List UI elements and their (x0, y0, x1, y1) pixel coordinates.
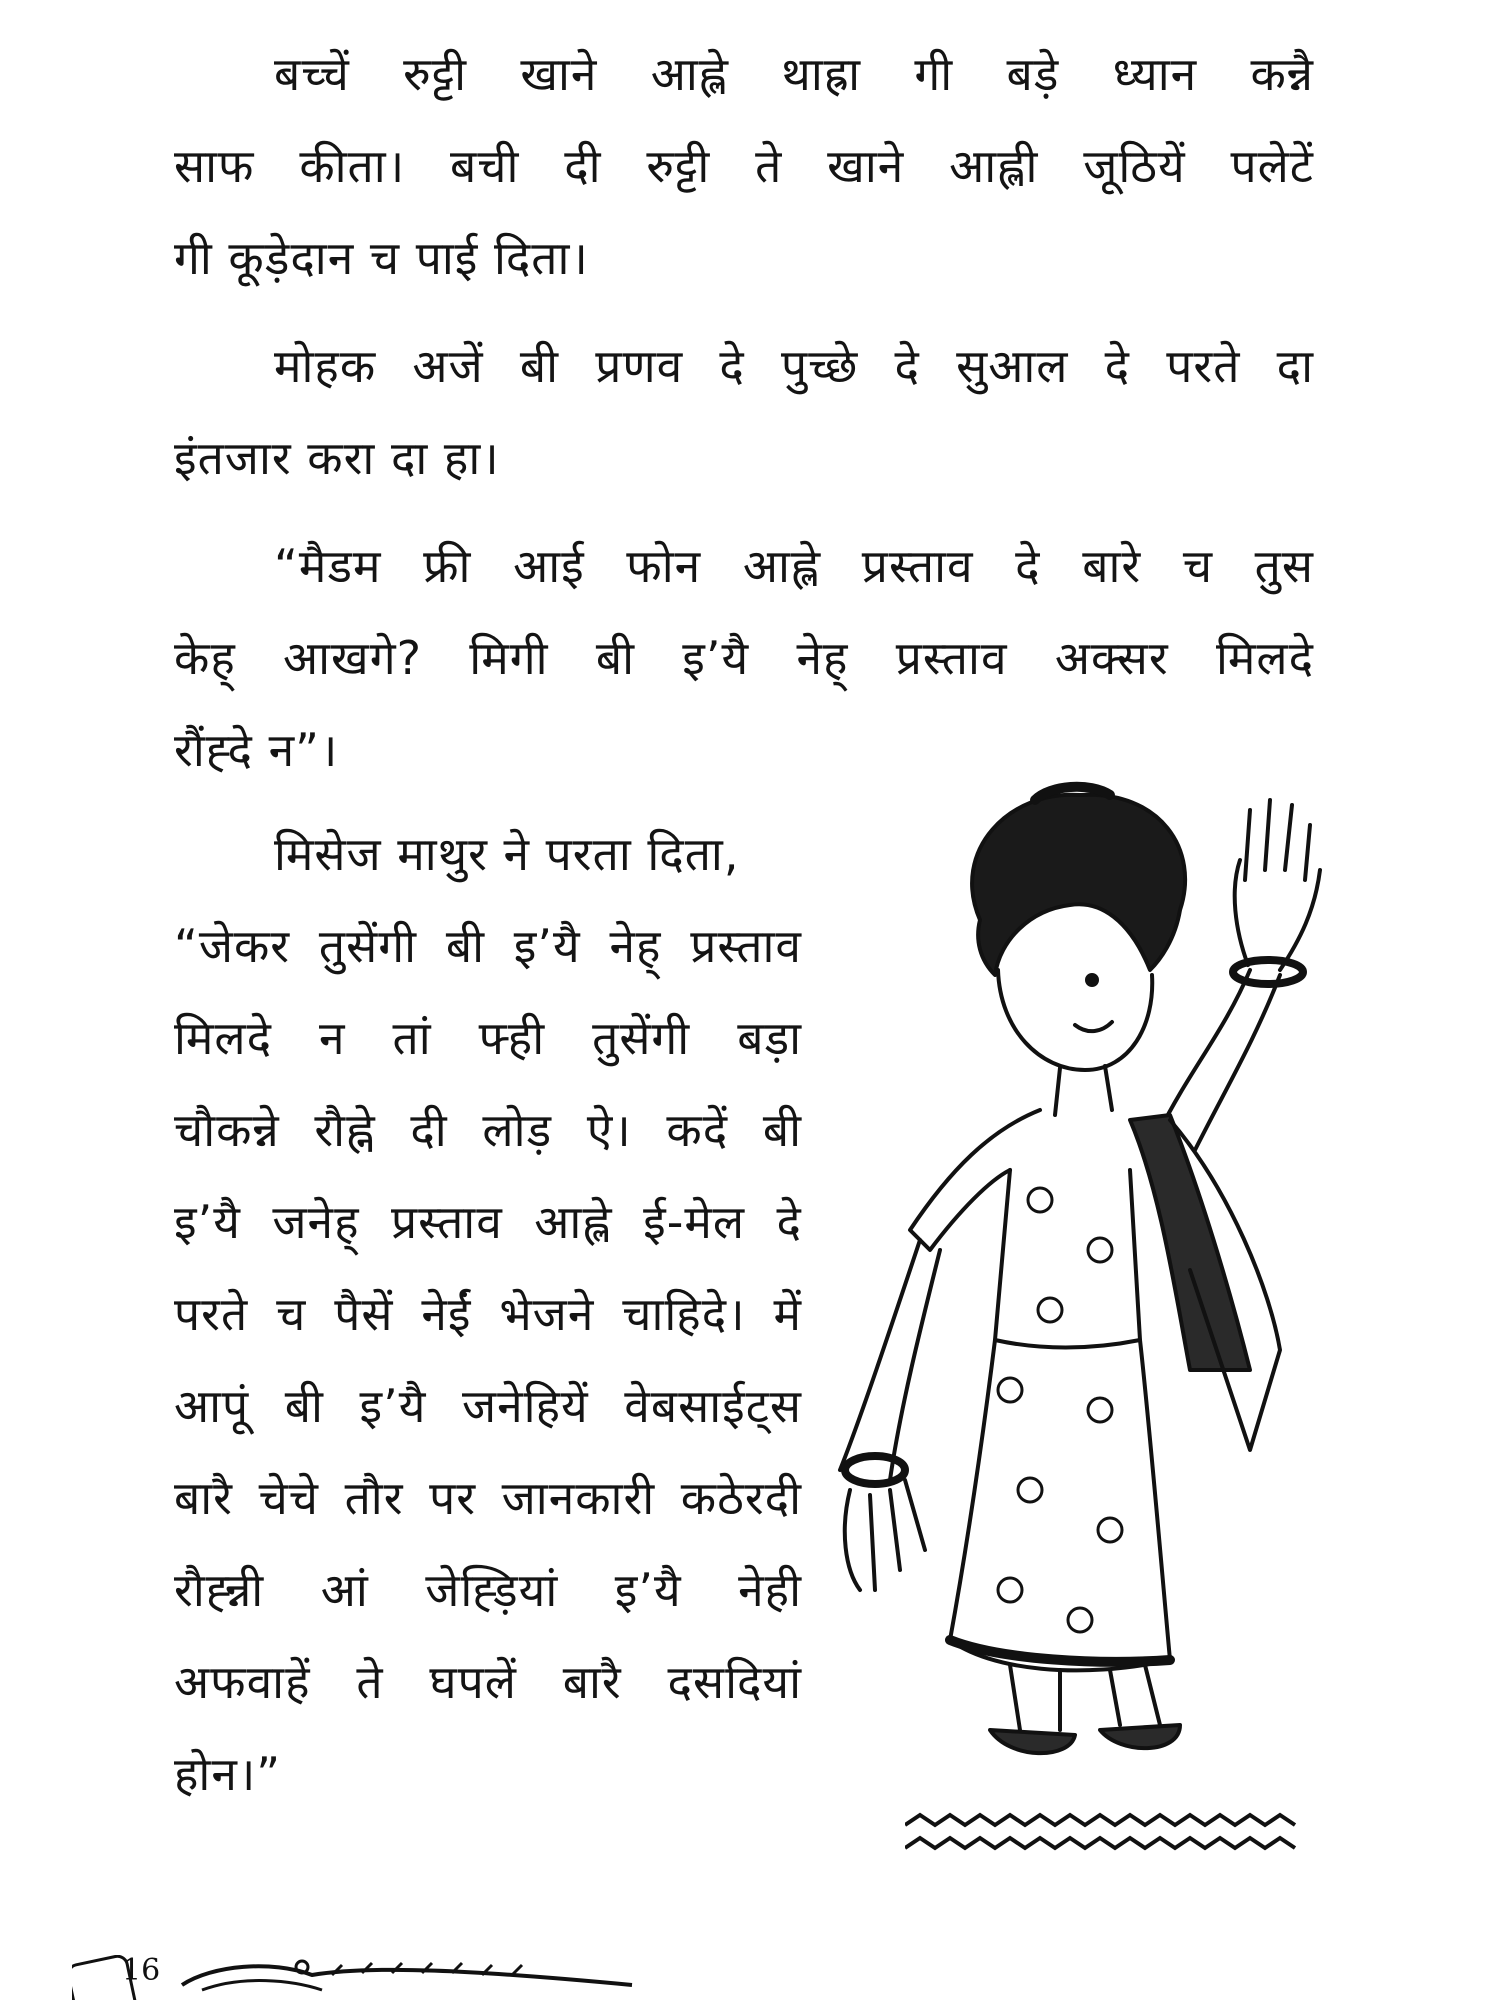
paragraph-line: परते च पैसें नेईं भेजने चाहिदे। में (174, 1287, 802, 1341)
paragraph-line: इंतजार करा दा हा। (174, 431, 500, 485)
paragraph-line: मिसेज माथुर ने परता दिता, (274, 827, 740, 881)
paragraph-line: “जेकर तुसेंगी बी इ’यै नेह् प्रस्ताव (174, 919, 802, 973)
page-number: 16 (122, 1953, 161, 1988)
paragraph-line: मोहक अजें बी प्रणव दे पुच्छे दे सुआल दे परते दा (274, 339, 1314, 393)
paragraph-line: होन।” (174, 1747, 282, 1801)
paragraph-line: मिलदे न तां फ्ही तुसेंगी बड़ा (174, 1011, 802, 1065)
paragraph-line: बच्चें रुट्टी खाने आह्ले थाह्रा गी बड़े ध्यान कन्नै (274, 47, 1314, 101)
crocodile-phone-illustration (72, 1955, 672, 2000)
paragraph-line: साफ कीता। बची दी रुट्टी ते खाने आह्ली जूठियें पलेटें (174, 139, 1314, 193)
paragraph-line: इ’यै जनेह् प्रस्ताव आह्ले ई-मेल दे (174, 1195, 802, 1249)
paragraph-1 (174, 28, 1314, 304)
paragraph-line: आपूं बी इ’यै जनेहियें वेबसाईट्स (174, 1379, 802, 1433)
paragraph-line: केह् आखगे? मिगी बी इ’यै नेह् प्रस्ताव अक्सर मिलदे (174, 631, 1314, 685)
paragraph-line: चौकन्ने रौह्ने दी लोड़ ऐ। कदें बी (174, 1103, 802, 1157)
paragraph-line: रौह्न्नी आं जेह्ड़ियां इ’यै नेही (174, 1563, 802, 1617)
paragraph-line: गी कूड़ेदान च पाई दिता। (174, 231, 589, 285)
wavy-divider (905, 1810, 1305, 1860)
paragraph-line: रौंह्दे न”। (174, 723, 339, 777)
paragraph-line: बारै चेचे तौर पर जानकारी कठेरदी (174, 1471, 802, 1525)
paragraph-line: “मैडम फ्री आई फोन आह्ले प्रस्ताव दे बारे च तुस (274, 539, 1314, 593)
paragraph-line: अफवाहें ते घपलें बारै दसदियां (174, 1655, 802, 1709)
paragraph-3 (174, 520, 1314, 796)
paragraph-4 (174, 808, 802, 1820)
woman-waving-illustration (830, 770, 1350, 1770)
paragraph-2 (174, 320, 1314, 504)
